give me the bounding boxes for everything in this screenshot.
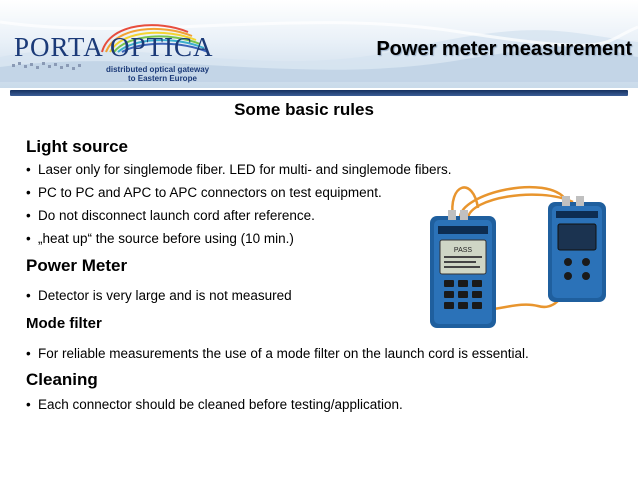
- section-heading-mode-filter: Mode filter: [26, 315, 102, 332]
- bullet-dot: •: [26, 231, 31, 246]
- porta-optica-logo: [10, 22, 214, 83]
- bullet-dot: •: [26, 288, 31, 303]
- bullet-dot: •: [26, 162, 31, 177]
- power-meter-device-left: [430, 210, 496, 328]
- device-display-status: PASS: [453, 247, 473, 254]
- title-divider: [10, 90, 628, 96]
- bullet-item: [26, 185, 382, 200]
- bullet-item: [26, 162, 451, 177]
- bullet-dot: •: [26, 185, 31, 200]
- bullet-text: Detector is very large and is not measured: [38, 288, 292, 303]
- bullet-text: Do not disconnect launch cord after reference.: [38, 208, 315, 223]
- bullet-text: Each connector should be cleaned before testing/application.: [38, 397, 403, 412]
- section-heading-power-meter: Power Meter: [26, 256, 128, 275]
- bullet-item: [26, 397, 403, 412]
- bullet-text: PC to PC and APC to APC connectors on test equipment.: [38, 185, 382, 200]
- subtitle-text: Some basic rules: [234, 100, 374, 119]
- section-heading-cleaning: Cleaning: [26, 370, 98, 389]
- bullet-dot: •: [26, 346, 31, 361]
- bullet-text: For reliable measurements the use of a mode filter on the launch cord is essential.: [38, 346, 529, 361]
- bullet-item: [26, 288, 292, 303]
- logo-tagline-line1: distributed optical gateway: [106, 65, 210, 74]
- slide-title: Power meter measurement: [376, 38, 632, 60]
- test-equipment-illustration: [398, 178, 638, 338]
- section-heading-light-source: Light source: [26, 137, 129, 156]
- slide-subtitle: [0, 100, 638, 120]
- bullet-text: Laser only for singlemode fiber. LED for multi- and singlemode fibers.: [38, 162, 452, 177]
- logo-tagline-line2: to Eastern Europe: [128, 74, 197, 83]
- slide-header: [0, 0, 638, 88]
- bullet-item: [26, 208, 315, 223]
- bullet-text: „heat up“ the source before using (10 min.): [38, 231, 294, 246]
- bullet-item: [26, 231, 294, 246]
- bullet-dot: •: [26, 397, 31, 412]
- bullet-item: [26, 346, 529, 361]
- bullet-dot: •: [26, 208, 31, 223]
- light-source-device-right: [548, 196, 606, 302]
- logo-wordmark: PORTA OPTICA: [14, 32, 214, 62]
